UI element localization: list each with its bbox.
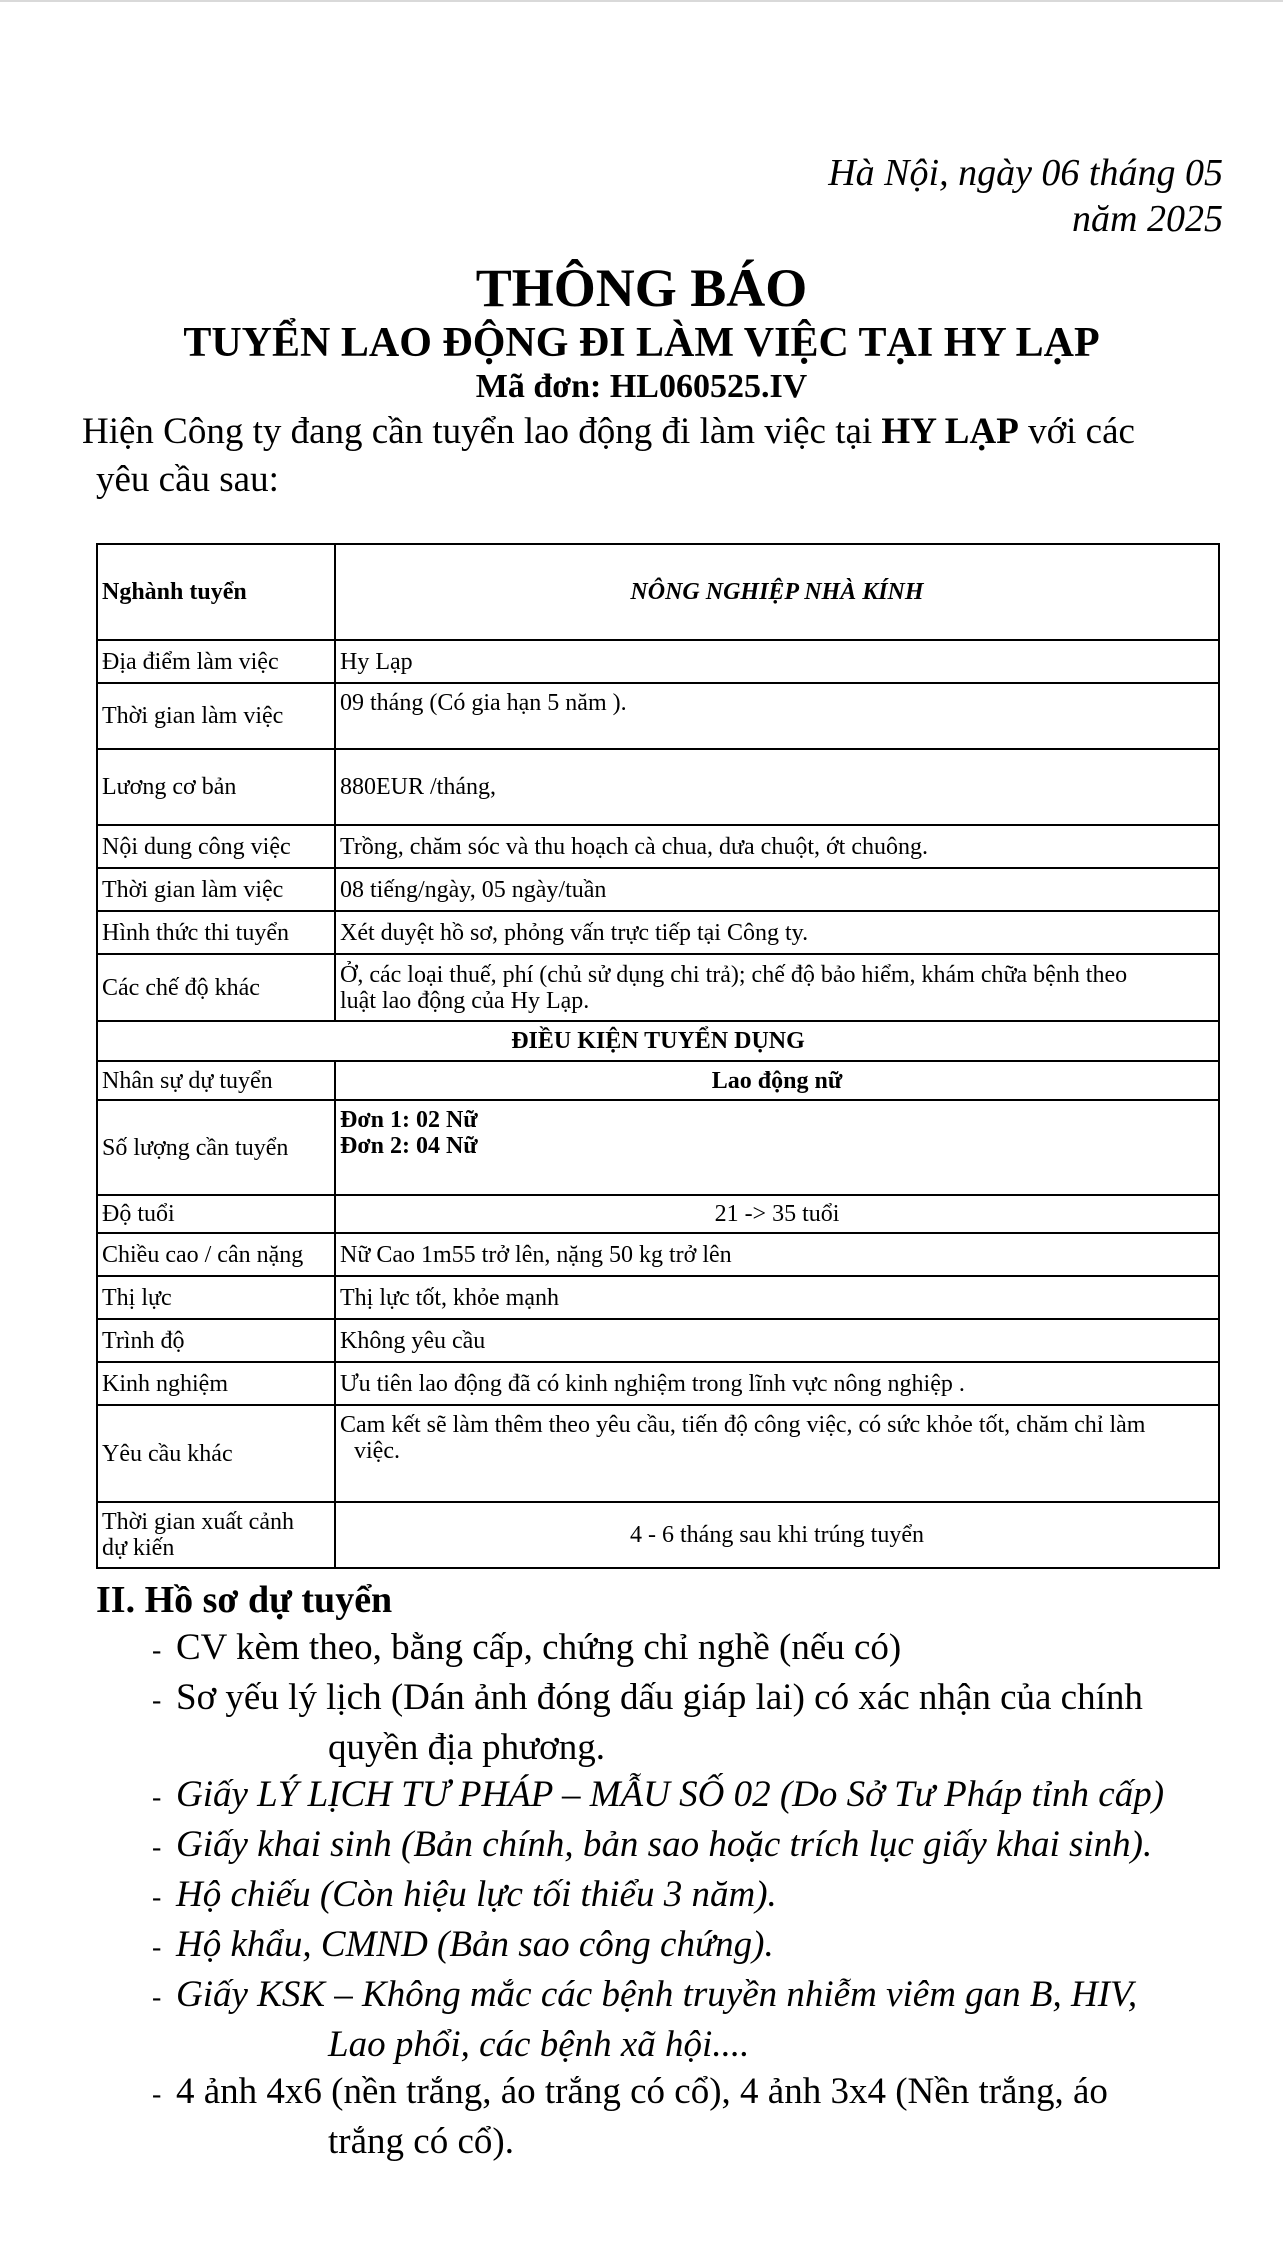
quantity-label: Số lượng cần tuyển xyxy=(97,1100,335,1195)
dash-bullet: - xyxy=(152,1685,162,1716)
departure-label-1: Thời gian xuất cảnh xyxy=(102,1509,294,1535)
table-row xyxy=(97,1405,1219,1502)
table-row xyxy=(97,868,1219,911)
table-row xyxy=(97,1061,1219,1100)
table-row xyxy=(97,825,1219,868)
doc-health-check: Giấy KSK – Không mắc các bệnh truyền nhiễm viêm gan B, HIV, xyxy=(176,1974,1138,2015)
table-row xyxy=(97,954,1219,1021)
other-line-1: Cam kết sẽ làm thêm theo yêu cầu, tiến độ công việc, có sức khỏe tốt, chăm chỉ làm xyxy=(340,1412,1146,1438)
intro-text-2: với các xyxy=(1018,411,1135,452)
table-row xyxy=(97,749,1219,825)
duration-value: 09 tháng (Có gia hạn 5 năm ). xyxy=(335,683,1219,749)
doc-cv: CV kèm theo, bằng cấp, chứng chỉ nghề (nếu có) xyxy=(176,1627,902,1668)
table-row xyxy=(97,1276,1219,1319)
list-item xyxy=(152,1971,1222,2021)
doc-photos: 4 ảnh 4x6 (nền trắng, áo trắng có cổ), 4 ảnh 3x4 (Nền trắng, áo xyxy=(176,2071,1108,2112)
list-item xyxy=(152,1821,1222,1871)
vision-label: Thị lực xyxy=(97,1276,335,1319)
date-line-1: Hà Nội, ngày 06 tháng 05 xyxy=(828,152,1223,194)
intro-line-2: yêu cầu sau: xyxy=(96,459,279,500)
age-value: 21 -> 35 tuổi xyxy=(335,1195,1219,1233)
departure-value: 4 - 6 tháng sau khi trúng tuyển xyxy=(335,1502,1219,1568)
list-item xyxy=(152,1771,1222,1821)
requirements-table xyxy=(96,543,1220,1569)
list-item xyxy=(152,1921,1222,1971)
doc-photos-cont: trắng có cổ). xyxy=(328,2121,514,2162)
quantity-line-1: Đơn 1: 02 Nữ xyxy=(340,1107,478,1133)
doc-resume: Sơ yếu lý lịch (Dán ảnh đóng dấu giáp lai) có xác nhận của chính xyxy=(176,1677,1143,1718)
dash-bullet: - xyxy=(152,1635,162,1666)
top-border xyxy=(0,0,1283,2)
dash-bullet: - xyxy=(152,2079,162,2110)
date-line-2: năm 2025 xyxy=(1072,198,1223,240)
notice-title: THÔNG BÁO xyxy=(475,258,808,318)
exam-label: Hình thức thi tuyển xyxy=(97,911,335,954)
doc-judicial-record: Giấy LÝ LỊCH TƯ PHÁP – MẪU SỐ 02 (Do Sở Tư Pháp tỉnh cấp) xyxy=(176,1774,1165,1815)
location-value: Hy Lạp xyxy=(335,640,1219,683)
doc-resume-cont: quyền địa phương. xyxy=(328,1727,605,1768)
table-row xyxy=(97,683,1219,749)
other-value xyxy=(335,1405,1219,1502)
staff-value: Lao động nữ xyxy=(335,1061,1219,1100)
quantity-value xyxy=(335,1100,1219,1195)
experience-value: Ưu tiên lao động đã có kinh nghiệm trong lĩnh vực nông nghiệp . xyxy=(335,1362,1219,1405)
section-2-title: II. Hồ sơ dự tuyển xyxy=(96,1579,393,1621)
experience-label: Kinh nghiệm xyxy=(97,1362,335,1405)
table-row xyxy=(97,1233,1219,1276)
table-row xyxy=(97,640,1219,683)
dash-bullet: - xyxy=(152,1982,162,2013)
doc-birth-certificate: Giấy khai sinh (Bản chính, bản sao hoặc trích lục giấy khai sinh). xyxy=(176,1824,1153,1865)
documents-list xyxy=(152,1624,1222,2165)
intro-country: HY LẠP xyxy=(881,411,1019,452)
notice-subtitle: TUYỂN LAO ĐỘNG ĐI LÀM VIỆC TẠI HY LẠP xyxy=(183,320,1100,366)
job-value: Trồng, chăm sóc và thu hoạch cà chua, dưa chuột, ớt chuông. xyxy=(335,825,1219,868)
industry-label: Nghành tuyển xyxy=(97,544,335,640)
benefits-label: Các chế độ khác xyxy=(97,954,335,1021)
staff-label: Nhân sự dự tuyển xyxy=(97,1061,335,1100)
job-label: Nội dung công việc xyxy=(97,825,335,868)
date-block xyxy=(828,150,1223,242)
dash-bullet: - xyxy=(152,1782,162,1813)
doc-passport: Hộ chiếu (Còn hiệu lực tối thiểu 3 năm). xyxy=(176,1874,777,1915)
table-row xyxy=(97,1319,1219,1362)
doc-health-check-cont: Lao phổi, các bệnh xã hội.... xyxy=(328,2024,750,2065)
hours-value: 08 tiếng/ngày, 05 ngày/tuần xyxy=(335,868,1219,911)
table-row xyxy=(97,544,1219,640)
order-code: Mã đơn: HL060525.IV xyxy=(475,368,808,405)
salary-label: Lương cơ bản xyxy=(97,749,335,825)
dash-bullet: - xyxy=(152,1832,162,1863)
hours-label: Thời gian làm việc xyxy=(97,868,335,911)
conditions-header: ĐIỀU KIỆN TUYỂN DỤNG xyxy=(97,1021,1219,1061)
list-item xyxy=(152,1871,1222,1921)
doc-household-id: Hộ khẩu, CMND (Bản sao công chứng). xyxy=(176,1924,774,1965)
intro-text-1: Hiện Công ty đang cần tuyển lao động đi làm việc tại xyxy=(82,411,882,452)
benefits-value xyxy=(335,954,1219,1021)
table-row xyxy=(97,1100,1219,1195)
table-row xyxy=(97,1502,1219,1568)
vision-value: Thị lực tốt, khỏe mạnh xyxy=(335,1276,1219,1319)
list-item xyxy=(152,2068,1222,2118)
departure-label xyxy=(97,1502,335,1568)
location-label: Địa điểm làm việc xyxy=(97,640,335,683)
education-value: Không yêu cầu xyxy=(335,1319,1219,1362)
table-row xyxy=(97,1195,1219,1233)
industry-value: NÔNG NGHIỆP NHÀ KÍNH xyxy=(335,544,1219,640)
salary-value: 880EUR /tháng, xyxy=(335,749,1219,825)
quantity-line-2: Đơn 2: 04 Nữ xyxy=(340,1133,478,1159)
other-line-2: việc. xyxy=(354,1438,400,1464)
height-label: Chiều cao / cân nặng xyxy=(97,1233,335,1276)
other-label: Yêu cầu khác xyxy=(97,1405,335,1502)
list-item xyxy=(152,1624,1222,1674)
height-value: Nữ Cao 1m55 trở lên, nặng 50 kg trở lên xyxy=(335,1233,1219,1276)
departure-label-2: dự kiến xyxy=(102,1535,175,1561)
intro-paragraph xyxy=(82,408,1222,504)
age-label: Độ tuổi xyxy=(97,1195,335,1233)
table-row xyxy=(97,1021,1219,1061)
exam-value: Xét duyệt hồ sơ, phỏng vấn trực tiếp tại Công ty. xyxy=(335,911,1219,954)
table-row xyxy=(97,1362,1219,1405)
dash-bullet: - xyxy=(152,1882,162,1913)
education-label: Trình độ xyxy=(97,1319,335,1362)
table-row xyxy=(97,911,1219,954)
benefits-line-2: luật lao động của Hy Lạp. xyxy=(340,987,590,1014)
list-item xyxy=(152,1674,1222,1724)
duration-label: Thời gian làm việc xyxy=(97,683,335,749)
dash-bullet: - xyxy=(152,1932,162,1963)
benefits-line-1: Ở, các loại thuế, phí (chủ sử dụng chi trả); chế độ bảo hiểm, khám chữa bệnh theo xyxy=(340,961,1128,988)
